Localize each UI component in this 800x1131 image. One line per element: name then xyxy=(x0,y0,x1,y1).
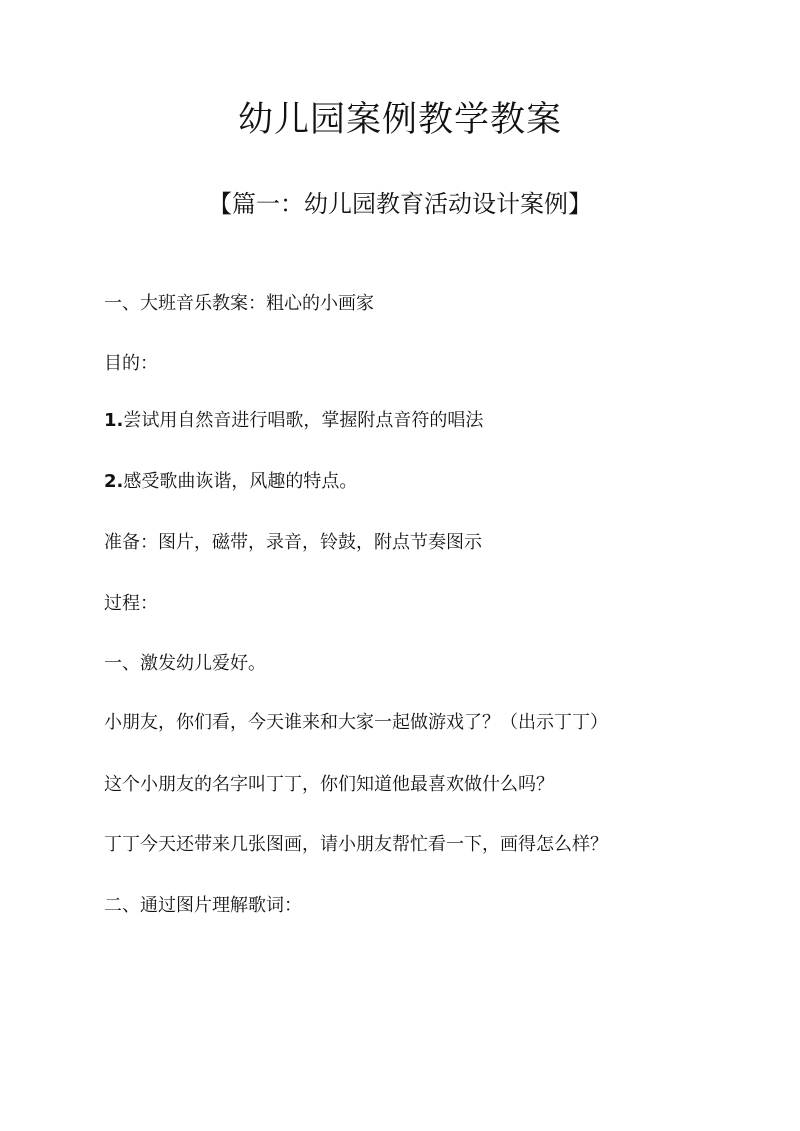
line-text: 尝试用自然音进行唱歌，掌握附点音符的唱法 xyxy=(123,410,484,431)
paragraph-line xyxy=(104,771,554,799)
item-number: 1. xyxy=(104,410,124,431)
process-label xyxy=(104,590,158,618)
objective-item-1 xyxy=(104,407,483,435)
line-text: 准备：图片，磁带，录音，铃鼓，附点节奏图示 xyxy=(104,532,482,553)
line-text: 一、大班音乐教案：粗心的小画家 xyxy=(104,293,374,314)
preparation-line xyxy=(104,529,482,557)
line-text: 这个小朋友的名字叫丁丁，你们知道他最喜欢做什么吗？ xyxy=(104,774,554,795)
line-text: 小朋友，你们看，今天谁来和大家一起做游戏了？（出示丁丁） xyxy=(104,712,608,733)
line-text: 二、通过图片理解歌词： xyxy=(104,895,302,916)
paragraph-line xyxy=(104,831,608,859)
step-2-heading xyxy=(104,892,302,920)
document-title: 幼儿园案例教学教案 xyxy=(237,100,562,140)
step-1-heading xyxy=(104,650,266,678)
lesson-title-line xyxy=(104,290,374,318)
paragraph-line xyxy=(104,709,608,737)
item-number: 2. xyxy=(104,471,124,492)
section-heading: 【篇一：幼儿园教育活动设计案例】 xyxy=(208,190,592,218)
line-text: 感受歌曲诙谐，风趣的特点。 xyxy=(123,471,358,492)
line-text: 丁丁今天还带来几张图画，请小朋友帮忙看一下，画得怎么样？ xyxy=(104,834,608,855)
line-text: 一、激发幼儿爱好。 xyxy=(104,653,266,674)
objective-item-2 xyxy=(104,468,357,496)
line-text: 过程： xyxy=(104,593,158,614)
line-text: 目的： xyxy=(104,353,158,374)
objective-label xyxy=(104,350,158,378)
